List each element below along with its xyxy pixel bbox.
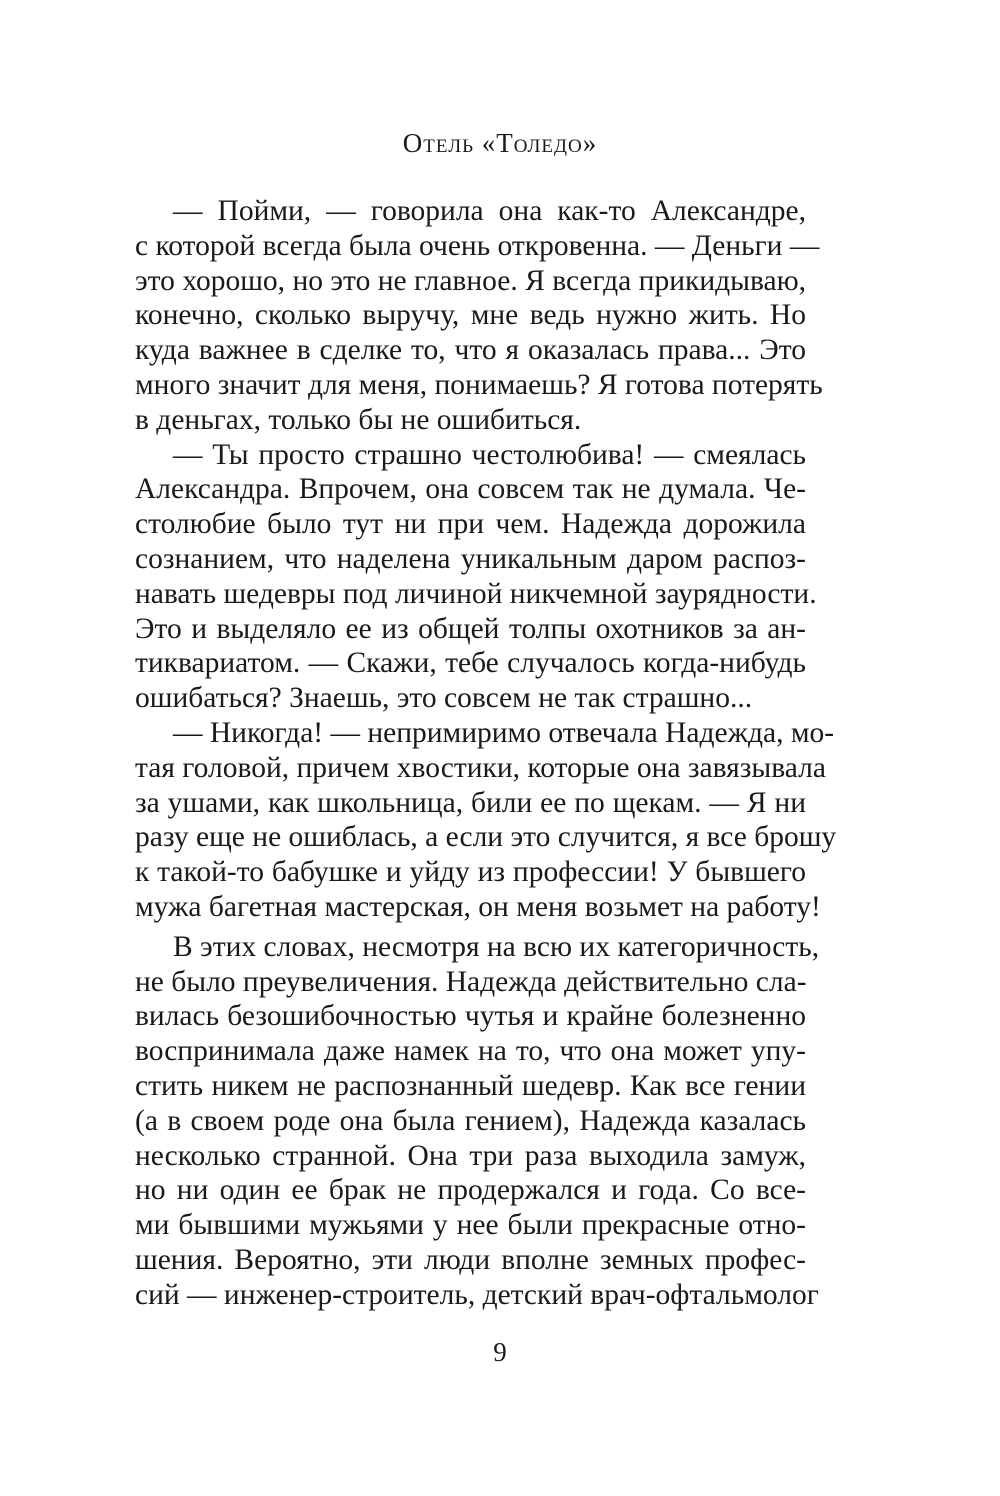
text-line: (а в своем роде она была гением), Надежда казалась: [135, 1104, 806, 1137]
paragraph: [135, 438, 817, 716]
text-line: за ушами, как школьница, били ее по щекам. — Я ни: [135, 786, 806, 819]
text-line: — Ты просто страшно честолюбива! — смеялась: [173, 438, 806, 471]
paragraph: [135, 194, 823, 438]
text-line: навать шедевры под личиной никчемной заурядности.: [135, 577, 817, 610]
text-line: это хорошо, но это не главное. Я всегда прикидываю,: [135, 264, 806, 297]
text-line: — Пойми, — говорила она как-то Александре,: [173, 195, 806, 227]
text-line: куда важнее в сделке то, что я оказалась права... Это: [135, 334, 806, 367]
text-line: столюбие было тут ни при чем. Надежда дорожила: [135, 508, 806, 541]
text-line: в деньгах, только бы не ошибиться.: [135, 403, 582, 436]
text-line: сознанием, что наделена уникальным даром распоз-: [135, 542, 806, 575]
text-line: В этих словах, несмотря на всю их категоричность,: [173, 930, 820, 963]
text-line: шения. Вероятно, эти люди вполне земных профес-: [135, 1243, 806, 1276]
text-line: но ни один ее брак не продержался и года. Со все-: [135, 1174, 806, 1207]
text-line: воспринимала даже намек на то, что она может упу-: [135, 1035, 806, 1068]
text-line: Это и выделяло ее из общей толпы охотников за ан-: [135, 612, 806, 645]
text-line: тая головой, причем хвостики, которые она завязывала: [135, 751, 826, 784]
page-number: 9: [493, 1337, 507, 1367]
text-line: вилась безошибочностью чутья и крайне болезненно: [135, 1000, 806, 1033]
text-line: — Никогда! — непримиримо отвечала Надежда, мо-: [173, 716, 835, 749]
text-line: стить никем не распознанный шедевр. Как все гении: [135, 1069, 806, 1102]
text-line: Александра. Впрочем, она совсем так не думала. Че-: [135, 473, 806, 506]
text-line: к такой-то бабушке и уйду из профессии! У бывшего: [135, 856, 806, 889]
text-line: несколько странной. Она три раза выходила замуж,: [135, 1139, 806, 1172]
paragraph: [135, 716, 837, 925]
text-line: не было преувеличения. Надежда действительно сла-: [135, 965, 807, 998]
text-line: много значит для меня, понимаешь? Я готова потерять: [135, 368, 823, 401]
running-head: Отель «Толедо»: [402, 128, 598, 158]
paragraph: [135, 930, 820, 1313]
text-line: с которой всегда была очень откровенна. — Деньги —: [135, 229, 820, 262]
text-line: ми бывшими мужьями у нее были прекрасные отно-: [135, 1209, 806, 1242]
text-line: разу еще не ошиблась, а если это случится, я все брошу: [135, 821, 837, 854]
text-line: ошибаться? Знаешь, это совсем не так страшно...: [135, 682, 753, 715]
body-text: [135, 194, 837, 1313]
text-line: конечно, сколько выручу, мне ведь нужно жить. Но: [135, 299, 806, 332]
text-line: тиквариатом. — Скажи, тебе случалось когда-нибудь: [135, 647, 806, 680]
text-line: мужа багетная мастерская, он меня возьмет на работу!: [135, 890, 821, 923]
text-line: сий — инженер-строитель, детский врач-офтальмолог: [135, 1278, 819, 1311]
